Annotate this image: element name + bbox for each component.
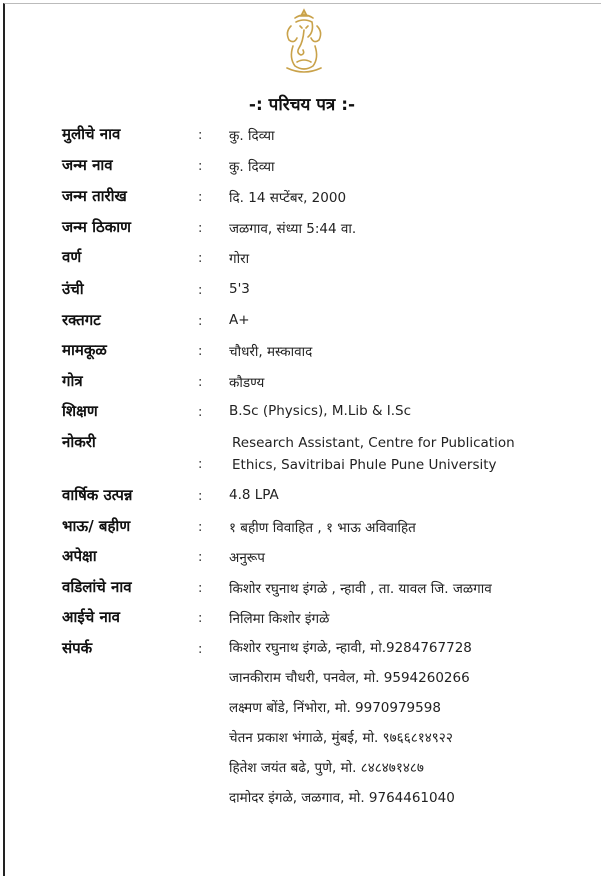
colon-separator: : [198, 581, 203, 596]
field-label: वडिलांचे नाव [62, 578, 132, 596]
field-value: A+ [229, 312, 250, 328]
field-value: 4.8 LPA [229, 487, 279, 503]
field-label: मामकूळ [62, 341, 107, 359]
colon-separator: : [198, 344, 203, 359]
field-label: वर्ण [62, 248, 82, 266]
field-value: दि. 14 सप्टेंबर, 2000 [229, 190, 347, 206]
field-label: नोकरी [62, 433, 96, 451]
field-label: भाऊ/ बहीण [62, 517, 131, 535]
colon-separator: : [198, 642, 203, 657]
contact-line: लक्ष्मण बोंडे, निंभोरा, मो. 9970979598 [229, 700, 441, 716]
field-label: संपर्क [62, 639, 93, 657]
colon-separator: : [198, 375, 203, 390]
field-label: जन्म ठिकाण [62, 218, 131, 236]
field-value: 5'3 [229, 281, 250, 297]
colon-separator: : [198, 314, 203, 329]
field-label: जन्म तारीख [62, 187, 127, 205]
field-value: B.Sc (Physics), M.Lib & I.Sc [229, 403, 412, 419]
field-value: कौडण्य [229, 375, 265, 391]
field-label: उंची [62, 280, 84, 298]
contact-list [229, 633, 472, 813]
field-value: जळगाव, संध्या 5:44 वा. [229, 221, 357, 237]
contact-line: दामोदर इंगळे, जळगाव, मो. 9764461040 [229, 790, 455, 806]
contact-line: जानकीराम चौधरी, पनवेल, मो. 9594260266 [229, 670, 470, 686]
colon-separator: : [198, 550, 203, 565]
field-value: अनुरूप [229, 550, 265, 566]
colon-separator: : [198, 283, 203, 298]
field-label: शिक्षण [62, 402, 98, 420]
field-value: कु. दिव्या [229, 128, 275, 144]
ganesha-logo-icon [277, 6, 331, 76]
colon-separator: : [198, 520, 203, 535]
field-value-line-2: Ethics, Savitribai Phule Pune University [232, 457, 497, 473]
field-value: चौधरी, मस्कावाद [229, 344, 313, 360]
field-value: गोरा [229, 251, 250, 267]
contact-line: चेतन प्रकाश भंगाळे, मुंबई, मो. ९७६६८१४९२२ [229, 730, 453, 746]
colon-separator: : [198, 190, 203, 205]
field-label: जन्म नाव [62, 156, 113, 174]
colon-separator: : [198, 489, 203, 504]
colon-separator: : [198, 611, 203, 626]
colon-separator: : [198, 457, 203, 472]
field-value: १ बहीण विवाहित , १ भाऊ अविवाहित [229, 520, 416, 536]
field-label: अपेक्षा [62, 547, 97, 565]
field-label: वार्षिक उत्पन्न [62, 486, 133, 504]
field-label: आईचे नाव [62, 608, 120, 626]
colon-separator: : [198, 405, 203, 420]
field-label: गोत्र [62, 372, 83, 390]
field-value: किशोर रघुनाथ इंगळे , न्हावी , ता. यावल जि. जळगाव [229, 581, 492, 597]
field-value-line-1: Research Assistant, Centre for Publication [232, 435, 515, 451]
field-label: मुलीचे नाव [62, 125, 121, 143]
field-value: कु. दिव्या [229, 159, 275, 175]
colon-separator: : [198, 251, 203, 266]
colon-separator: : [198, 159, 203, 174]
page-title: -: परिचय पत्र :- [248, 95, 356, 115]
field-value: निलिमा किशोर इंगळे [229, 611, 330, 627]
colon-separator: : [198, 221, 203, 236]
field-label: रक्तगट [62, 311, 101, 329]
contact-line: हितेश जयंत बढे, पुणे, मो. ८४८४७१४८७ [229, 760, 424, 776]
contact-line: किशोर रघुनाथ इंगळे, न्हावी, मो.9284767728 [229, 640, 472, 656]
colon-separator: : [198, 128, 203, 143]
